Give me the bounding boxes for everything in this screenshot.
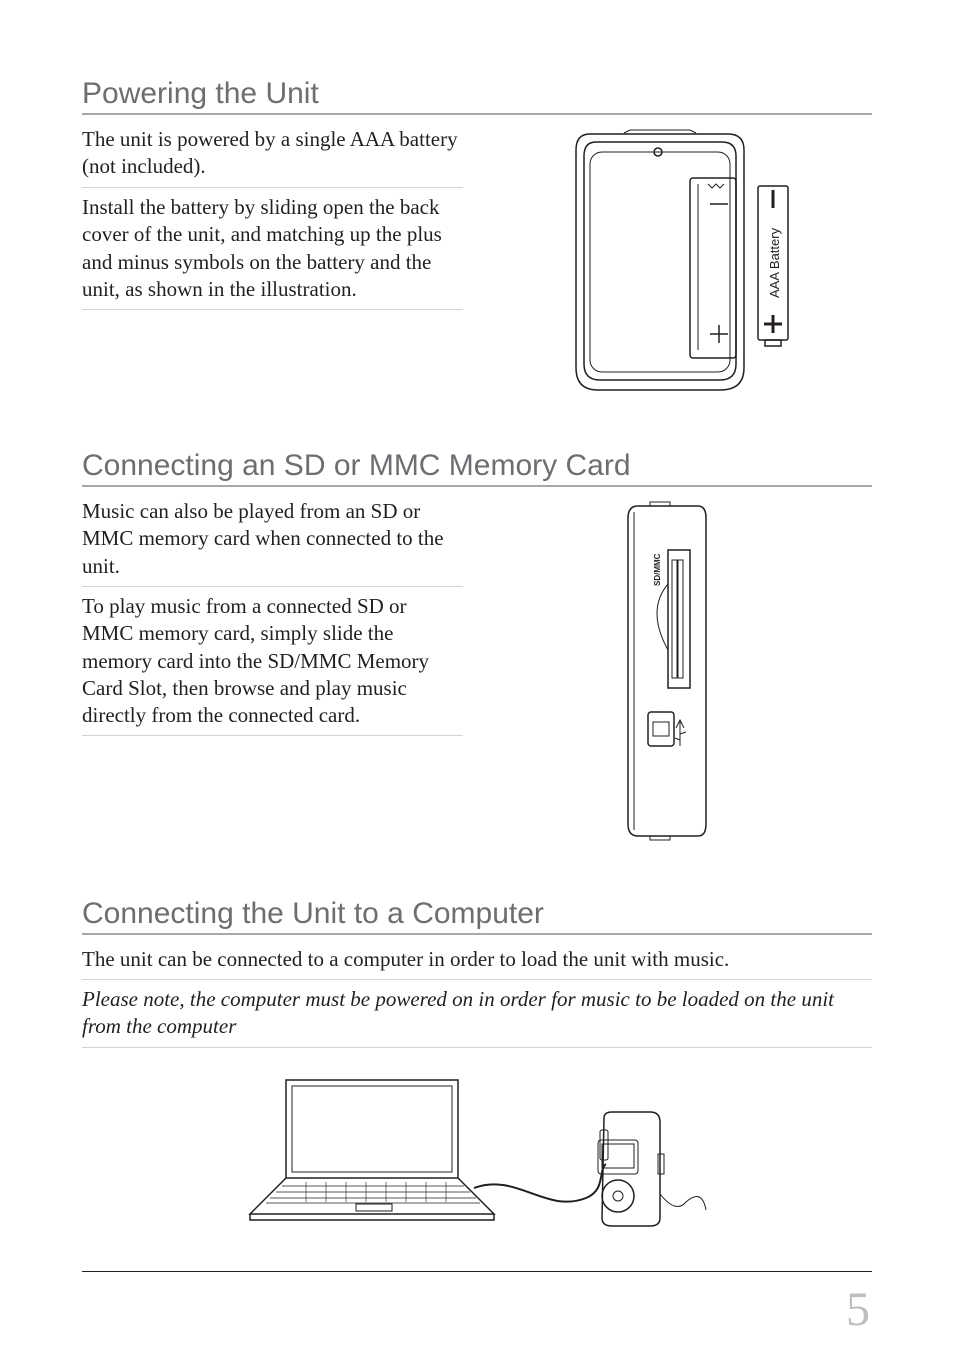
- section-heading-memory-card: Connecting an SD or MMC Memory Card: [82, 449, 872, 487]
- computer-connection-illustration: [246, 1074, 716, 1234]
- laptop-illustration: [250, 1080, 494, 1220]
- page-number: 5: [846, 1283, 870, 1336]
- player-illustration: [598, 1112, 706, 1226]
- battery-install-illustration: [560, 128, 800, 398]
- battery-label: AAA Battery: [767, 227, 782, 298]
- memory-card-paragraph-2: To play music from a connected SD or MMC memory card, simply slide the memory card into the SD/MMC Memory Card Slot, then browse and play music directly from the connected card.: [82, 593, 463, 736]
- section-heading-powering: Powering the Unit: [82, 77, 872, 115]
- computer-paragraph-1: The unit can be connected to a computer in order to load the unit with music.: [82, 946, 872, 980]
- powering-paragraph-1: The unit is powered by a single AAA battery (not included).: [82, 126, 463, 188]
- section-heading-computer: Connecting the Unit to a Computer: [82, 897, 872, 935]
- footer-rule: [82, 1271, 872, 1272]
- memory-card-slot-illustration: [620, 500, 720, 842]
- memory-card-paragraph-1: Music can also be played from an SD or MMC memory card when connected to the unit.: [82, 498, 463, 587]
- computer-note: Please note, the computer must be powered on in order for music to be loaded on the unit from the computer: [82, 986, 872, 1048]
- powering-paragraph-2: Install the battery by sliding open the back cover of the unit, and matching up the plus and minus symbols on the battery and the unit, as shown in the illustration.: [82, 194, 463, 310]
- sd-mmc-label: SD/MMC: [653, 553, 662, 586]
- usb-cable: [474, 1164, 606, 1202]
